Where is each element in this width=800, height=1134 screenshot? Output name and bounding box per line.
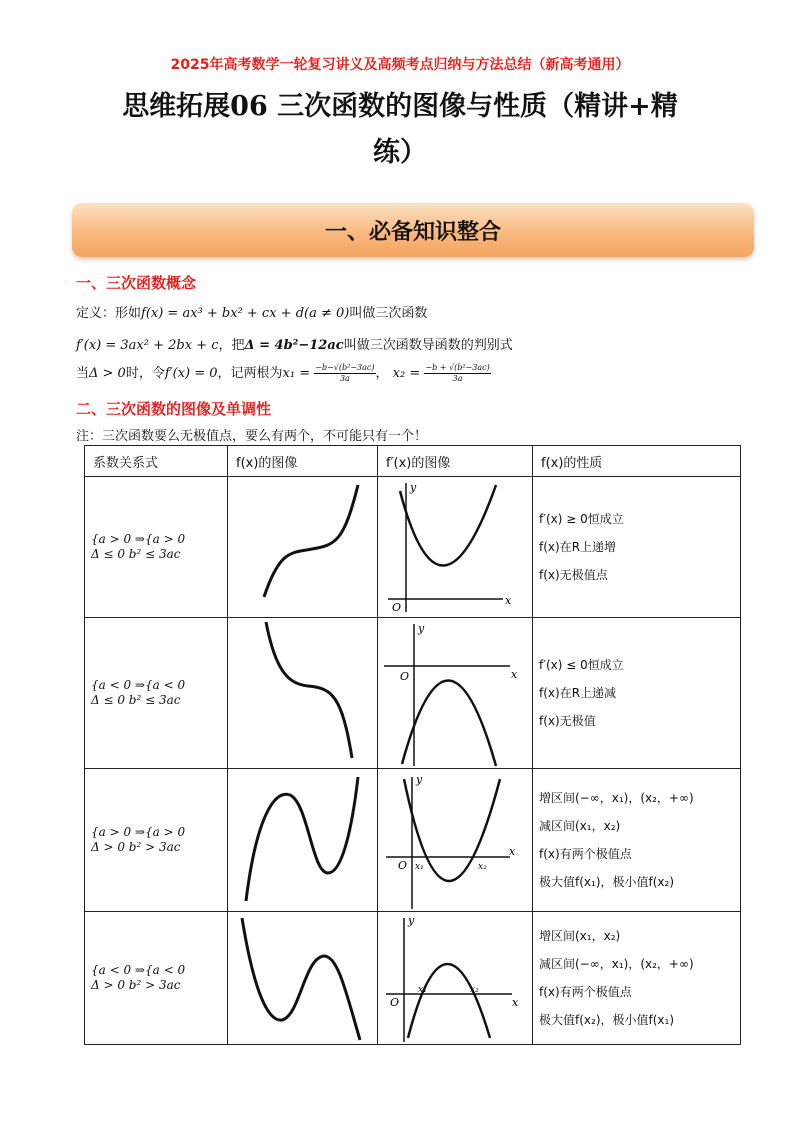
x2-label: x₂ = xyxy=(392,366,421,381)
x-axis-label: x xyxy=(505,594,512,607)
y-axis-label: y xyxy=(418,622,425,635)
x-axis-label: x xyxy=(511,668,518,681)
y-axis-label: y xyxy=(410,481,417,494)
roots-line xyxy=(76,362,491,384)
root-x2-label: x₂ xyxy=(478,862,487,872)
property-item: f(x)有两个极值点 xyxy=(539,985,632,999)
roots-mid-1: 时，令 xyxy=(125,366,165,381)
roots-condition: Δ > 0 xyxy=(89,366,126,381)
fprime-graph-cell xyxy=(378,477,533,618)
subheading-concept: 一、三次函数概念 xyxy=(76,274,197,292)
parabola-curve xyxy=(402,680,496,766)
derivative-zero-equation: f′(x) = 0 xyxy=(164,366,218,381)
table-row xyxy=(85,618,741,769)
condition-cell xyxy=(85,912,228,1045)
title-line-2: 练） xyxy=(373,137,427,168)
x-axis-label: x xyxy=(512,996,519,1009)
property-item: 减区间(x₁，x₂) xyxy=(539,819,621,833)
x2-numerator: −b + √(b²−3ac) xyxy=(425,363,490,372)
table-header-row xyxy=(85,446,741,477)
title-line-1: 思维拓展06 三次函数的图像与性质（精讲+精 xyxy=(122,91,678,122)
properties-cell xyxy=(533,912,741,1045)
y-axis-label: y xyxy=(416,773,423,786)
property-item: f(x)有两个极值点 xyxy=(539,847,632,861)
condition-line: Δ ≤ 0 b² ≤ 3ac xyxy=(91,547,181,561)
x1-label: x₁ = xyxy=(282,366,311,381)
condition-line: {a < 0 ⇒{a < 0 xyxy=(91,678,186,692)
root-x1-label: x₁ xyxy=(418,985,427,995)
properties-cell xyxy=(533,769,741,912)
derivative-line xyxy=(76,334,513,353)
f-graph-increasing xyxy=(228,477,378,617)
property-item: 减区间(−∞，x₁)，(x₂，+∞) xyxy=(539,957,694,971)
parabola-curve xyxy=(408,964,490,1038)
x-axis-label: x xyxy=(509,845,516,858)
derivative-mid: ，把 xyxy=(218,338,245,353)
f-graph-cell xyxy=(228,618,378,769)
origin-label: O xyxy=(400,670,410,683)
note-line: 注：三次函数要么无极值点，要么有两个，不可能只有一个！ xyxy=(76,429,428,444)
document-series-banner: 2025年高考数学一轮复习讲义及高频考点归纳与方法总结（新高考通用） xyxy=(170,57,630,73)
cubic-curve xyxy=(246,777,358,901)
header-coefficients: 系数关系式 xyxy=(85,446,228,477)
y-axis-label: y xyxy=(408,914,415,927)
definition-prefix: 定义：形如 xyxy=(76,306,142,321)
cubic-curve xyxy=(266,622,352,758)
roots-separator: ， xyxy=(375,366,389,381)
derivative-formula: f′(x) = 3ax² + 2bx + c xyxy=(76,338,219,353)
root-x2-label: x₂ xyxy=(470,985,479,995)
condition-line: Δ ≤ 0 b² ≤ 3ac xyxy=(91,693,181,707)
x1-fraction xyxy=(314,363,375,384)
cubic-curve xyxy=(242,918,360,1040)
property-item: 增区间(−∞，x₁)，(x₂，+∞) xyxy=(539,791,694,805)
section-heading-banner: 一、必备知识整合 xyxy=(72,203,754,257)
discriminant-formula: Δ = 4b²−12ac xyxy=(244,338,344,353)
roots-prefix: 当 xyxy=(76,366,90,381)
cubic-curve xyxy=(264,485,358,597)
fprime-graph-two-roots-up xyxy=(378,769,533,911)
properties-cell xyxy=(533,618,741,769)
table-row xyxy=(85,912,741,1045)
definition-suffix: 叫做三次函数 xyxy=(349,306,428,321)
properties-cell xyxy=(533,477,741,618)
header-fprime-graph: f′(x)的图像 xyxy=(378,446,533,477)
property-item: 增区间(x₁，x₂) xyxy=(539,929,621,943)
fprime-graph-cell xyxy=(378,912,533,1045)
fprime-graph-cell xyxy=(378,618,533,769)
condition-line: {a > 0 ⇒{a > 0 xyxy=(91,825,186,839)
fprime-graph-cell xyxy=(378,769,533,912)
header-properties: f(x)的性质 xyxy=(533,446,741,477)
fprime-graph-two-roots-down xyxy=(378,912,533,1044)
f-graph-cell xyxy=(228,912,378,1045)
x1-numerator: −b−√(b²−3ac) xyxy=(315,363,375,372)
subheading-graph-monotonicity: 二、三次函数的图像及单调性 xyxy=(76,400,272,418)
property-item: f(x)无极值点 xyxy=(539,568,608,582)
document-title xyxy=(90,84,710,176)
root-x1-label: x₁ xyxy=(415,862,424,872)
x2-denominator: 3a xyxy=(452,374,463,383)
condition-cell xyxy=(85,769,228,912)
f-graph-cell xyxy=(228,477,378,618)
roots-mid-2: ，记两根为 xyxy=(217,366,283,381)
condition-line: Δ > 0 b² > 3ac xyxy=(91,840,181,854)
condition-line: {a < 0 ⇒{a < 0 xyxy=(91,963,186,977)
fprime-graph-negative xyxy=(378,618,533,768)
f-graph-cell xyxy=(228,769,378,912)
f-graph-two-extrema-up xyxy=(228,769,378,911)
header-f-graph: f(x)的图像 xyxy=(228,446,378,477)
x1-denominator: 3a xyxy=(339,374,350,383)
condition-cell xyxy=(85,618,228,769)
property-item: f(x)在R上递减 xyxy=(539,686,617,700)
condition-line: Δ > 0 b² > 3ac xyxy=(91,978,181,992)
property-item: f′(x) ≥ 0恒成立 xyxy=(539,512,624,526)
fprime-graph-positive xyxy=(378,477,533,617)
property-item: 极大值f(x₂)，极小值f(x₁) xyxy=(539,1013,675,1027)
f-graph-two-extrema-down xyxy=(228,912,378,1044)
f-graph-decreasing xyxy=(228,618,378,768)
origin-label: O xyxy=(398,859,408,872)
derivative-suffix: 叫做三次函数导函数的判别式 xyxy=(343,338,513,353)
origin-label: O xyxy=(390,996,400,1009)
property-item: f(x)在R上递增 xyxy=(539,540,617,554)
x2-fraction xyxy=(424,363,490,384)
definition-line xyxy=(76,302,427,321)
condition-cell xyxy=(85,477,228,618)
cubic-formula: f(x) = ax³ + bx² + cx + d(a ≠ 0) xyxy=(141,306,350,321)
property-item: f(x)无极值 xyxy=(539,714,596,728)
origin-label: O xyxy=(392,601,402,614)
condition-line: {a > 0 ⇒{a > 0 xyxy=(91,532,186,546)
table-row xyxy=(85,769,741,912)
parabola-curve xyxy=(400,485,496,566)
cubic-properties-table xyxy=(84,445,741,1045)
table-row xyxy=(85,477,741,618)
property-item: f′(x) ≤ 0恒成立 xyxy=(539,658,624,672)
property-item: 极大值f(x₁)，极小值f(x₂) xyxy=(539,875,675,889)
